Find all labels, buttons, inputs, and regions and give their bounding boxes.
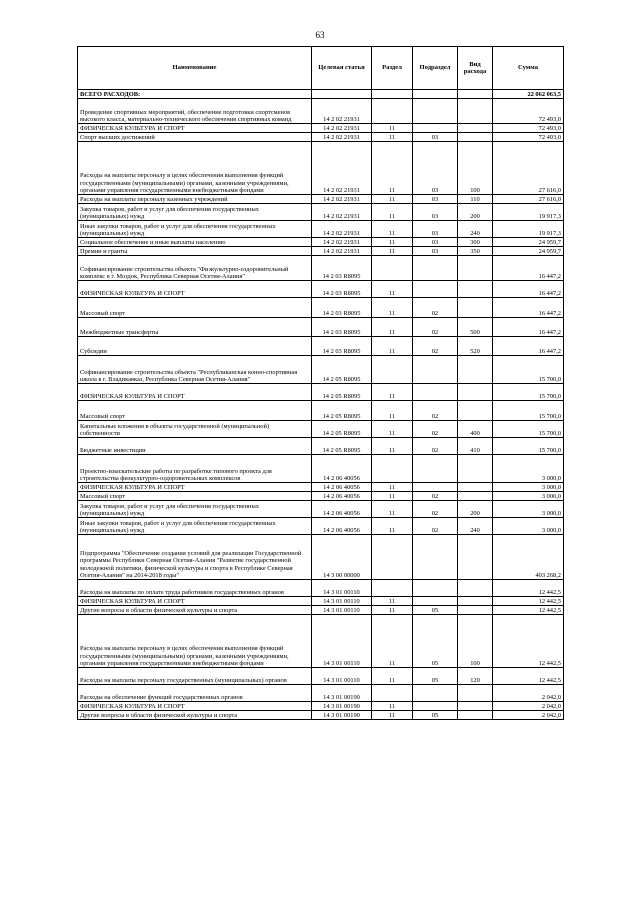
cell-subsection: 02 <box>413 421 458 438</box>
cell-section: 11 <box>372 606 413 615</box>
table-row <box>78 492 564 501</box>
cell-section <box>372 580 413 597</box>
cell-expense-type <box>458 384 493 401</box>
cell-expense-type: 350 <box>458 247 493 256</box>
table-row <box>78 597 564 606</box>
cell-target-article: 14 3 00 00000 <box>312 535 372 580</box>
table-row <box>78 501 564 518</box>
cell-expense-type <box>458 606 493 615</box>
cell-subsection: 05 <box>413 615 458 668</box>
cell-name: Иные закупки товаров, работ и услуг для обеспечения государственных (муниципальных) нужд <box>78 221 312 238</box>
cell-name: Подпрограмма "Обеспечение создания условий для реализации Государственной программы Республики Северная Осетия-Алания "Развитие государственной молодежной политики, физической культуры и спорта в Республике Северная Осетия-Алания" на 2014-2018 годы" <box>78 535 312 580</box>
cell-name: Спорт высших достижений <box>78 133 312 142</box>
cell-name: Расходы на выплаты персоналу в целях обеспечения выполнения функций государственными (муниципальными) органами, казенными учреждениями, органами управления государственными внебюджетными фондами <box>78 142 312 195</box>
cell-section: 11 <box>372 195 413 204</box>
cell-name: Проектно-изыскательские работы по разработке типового проекта для строительства физкультурно-оздоровительных комплексов <box>78 455 312 483</box>
cell-target-article: 14 2 05 R8095 <box>312 401 372 421</box>
cell-target-article: 14 2 03 R8095 <box>312 318 372 337</box>
cell-name: Проведение спортивных мероприятий, обеспечение подготовки спортсменов высокого класса, материально-технического обеспечения спортивных команд <box>78 99 312 124</box>
cell-sum: 19 917,3 <box>493 204 564 221</box>
cell-expense-type <box>458 597 493 606</box>
cell-expense-type <box>458 298 493 318</box>
cell-name: Другие вопросы в области физической культуры и спорта <box>78 606 312 615</box>
cell-section: 11 <box>372 702 413 711</box>
cell-sum: 3 000,0 <box>493 501 564 518</box>
cell-target-article: 14 2 02 21931 <box>312 142 372 195</box>
cell-name: Закупка товаров, работ и услуг для обеспечения государственных (муниципальных) нужд <box>78 204 312 221</box>
cell-section <box>372 256 413 281</box>
column-header-target: Целевая статья <box>312 47 372 90</box>
cell-subsection: 03 <box>413 142 458 195</box>
cell-target-article: 14 2 02 21931 <box>312 204 372 221</box>
cell-sum: 3 000,0 <box>493 518 564 535</box>
table-row <box>78 256 564 281</box>
cell-sum: 72 493,0 <box>493 99 564 124</box>
cell-subsection <box>413 99 458 124</box>
cell-expense-type <box>458 256 493 281</box>
cell-target-article: 14 2 02 21931 <box>312 99 372 124</box>
cell-sum: 2 042,0 <box>493 711 564 720</box>
cell-target-article: 14 3 01 00190 <box>312 702 372 711</box>
cell-sum: 2 042,0 <box>493 702 564 711</box>
cell-sum: 12 442,5 <box>493 580 564 597</box>
cell-subsection <box>413 702 458 711</box>
cell-sum: 24 959,7 <box>493 238 564 247</box>
cell-name: ФИЗИЧЕСКАЯ КУЛЬТУРА И СПОРТ <box>78 597 312 606</box>
cell-target-article: 14 2 02 21931 <box>312 238 372 247</box>
table-row <box>78 711 564 720</box>
cell-name: Массовый спорт <box>78 401 312 421</box>
cell-target-article: 14 2 02 21931 <box>312 133 372 142</box>
cell-target-article: 14 3 01 00110 <box>312 580 372 597</box>
cell-section <box>372 455 413 483</box>
cell-section: 11 <box>372 438 413 455</box>
cell-sum: 22 062 063,5 <box>493 90 564 99</box>
cell-target-article: 14 2 02 21931 <box>312 124 372 133</box>
cell-expense-type <box>458 124 493 133</box>
table-row <box>78 356 564 384</box>
cell-subsection: 03 <box>413 195 458 204</box>
cell-subsection: 03 <box>413 247 458 256</box>
cell-subsection <box>413 483 458 492</box>
cell-section: 11 <box>372 318 413 337</box>
cell-target-article: 14 2 03 R8095 <box>312 256 372 281</box>
table-header-row <box>78 47 564 90</box>
cell-sum: 16 447,2 <box>493 298 564 318</box>
table-body <box>78 90 564 720</box>
cell-subsection: 02 <box>413 492 458 501</box>
cell-sum: 27 616,0 <box>493 142 564 195</box>
table-row <box>78 195 564 204</box>
cell-target-article: 14 2 02 21931 <box>312 195 372 204</box>
cell-expense-type <box>458 281 493 298</box>
cell-name: Капитальные вложения в объекты государственной (муниципальной) собственности <box>78 421 312 438</box>
cell-section: 11 <box>372 247 413 256</box>
cell-subsection: 02 <box>413 337 458 356</box>
cell-sum: 27 616,0 <box>493 195 564 204</box>
cell-expense-type <box>458 492 493 501</box>
cell-target-article: 14 2 05 R8095 <box>312 356 372 384</box>
cell-section: 11 <box>372 615 413 668</box>
cell-section: 11 <box>372 221 413 238</box>
cell-sum: 12 442,5 <box>493 615 564 668</box>
cell-sum: 3 000,0 <box>493 455 564 483</box>
cell-section <box>372 535 413 580</box>
cell-name: Субсидии <box>78 337 312 356</box>
cell-section: 11 <box>372 597 413 606</box>
cell-expense-type <box>458 685 493 702</box>
cell-subsection: 02 <box>413 501 458 518</box>
table-row <box>78 455 564 483</box>
cell-section: 11 <box>372 483 413 492</box>
cell-expense-type: 520 <box>458 337 493 356</box>
cell-subsection: 05 <box>413 711 458 720</box>
cell-expense-type <box>458 90 493 99</box>
table-row <box>78 124 564 133</box>
cell-expense-type: 240 <box>458 518 493 535</box>
column-header-subsection: Подраздел <box>413 47 458 90</box>
cell-section: 11 <box>372 518 413 535</box>
table-row <box>78 535 564 580</box>
cell-expense-type: 100 <box>458 615 493 668</box>
cell-expense-type <box>458 133 493 142</box>
cell-expense-type: 500 <box>458 318 493 337</box>
table-row <box>78 99 564 124</box>
table-row <box>78 238 564 247</box>
cell-subsection: 03 <box>413 238 458 247</box>
cell-sum: 72 493,0 <box>493 124 564 133</box>
cell-subsection: 03 <box>413 133 458 142</box>
cell-sum: 16 447,2 <box>493 318 564 337</box>
column-header-sum: Сумма <box>493 47 564 90</box>
cell-subsection <box>413 535 458 580</box>
cell-subsection <box>413 597 458 606</box>
table-row <box>78 204 564 221</box>
cell-target-article: 14 2 06 40056 <box>312 518 372 535</box>
table-row <box>78 221 564 238</box>
cell-section: 11 <box>372 142 413 195</box>
cell-name: Межбюджетные трансферты <box>78 318 312 337</box>
cell-sum: 12 442,5 <box>493 668 564 685</box>
cell-expense-type <box>458 535 493 580</box>
cell-subsection: 03 <box>413 221 458 238</box>
cell-target-article: 14 3 01 00110 <box>312 597 372 606</box>
cell-name: ФИЗИЧЕСКАЯ КУЛЬТУРА И СПОРТ <box>78 124 312 133</box>
cell-section: 11 <box>372 133 413 142</box>
column-header-name: Наименование <box>78 47 312 90</box>
cell-sum: 24 959,7 <box>493 247 564 256</box>
cell-section: 11 <box>372 384 413 401</box>
table-row <box>78 133 564 142</box>
cell-subsection <box>413 281 458 298</box>
cell-section: 11 <box>372 124 413 133</box>
cell-sum: 403 268,2 <box>493 535 564 580</box>
cell-expense-type <box>458 99 493 124</box>
cell-expense-type: 100 <box>458 142 493 195</box>
cell-name: Расходы на выплаты персоналу в целях обеспечения выполнения функций государственными (муниципальными) органами, казенными учреждениями, органами управления государственными внебюджетными фондами <box>78 615 312 668</box>
cell-name: Бюджетные инвестиции <box>78 438 312 455</box>
cell-expense-type: 400 <box>458 421 493 438</box>
table-row <box>78 615 564 668</box>
cell-name: Премии и гранты <box>78 247 312 256</box>
table-row <box>78 142 564 195</box>
cell-section <box>372 90 413 99</box>
cell-name: Софинансирование строительства объекта "Республиканская конно-спортивная школа в г. Владикавказ, Республика Северная Осетия-Алания" <box>78 356 312 384</box>
cell-name: Массовый спорт <box>78 298 312 318</box>
cell-target-article: 14 3 01 00110 <box>312 606 372 615</box>
cell-target-article: 14 2 03 R8095 <box>312 281 372 298</box>
cell-subsection <box>413 455 458 483</box>
cell-section: 11 <box>372 668 413 685</box>
cell-target-article: 14 3 01 00110 <box>312 668 372 685</box>
table-row <box>78 580 564 597</box>
cell-name: Другие вопросы в области физической культуры и спорта <box>78 711 312 720</box>
cell-target-article <box>312 90 372 99</box>
cell-expense-type <box>458 702 493 711</box>
cell-subsection <box>413 580 458 597</box>
table-row <box>78 438 564 455</box>
cell-subsection: 03 <box>413 204 458 221</box>
cell-name: ВСЕГО РАСХОДОВ: <box>78 90 312 99</box>
cell-section: 11 <box>372 501 413 518</box>
cell-name: Расходы на выплаты по оплате труда работников государственных органов <box>78 580 312 597</box>
cell-subsection: 02 <box>413 318 458 337</box>
cell-sum: 12 442,5 <box>493 606 564 615</box>
cell-expense-type: 300 <box>458 238 493 247</box>
cell-section: 11 <box>372 298 413 318</box>
table-row <box>78 518 564 535</box>
cell-name: Иные закупки товаров, работ и услуг для обеспечения государственных (муниципальных) нужд <box>78 518 312 535</box>
cell-target-article: 14 2 06 40056 <box>312 492 372 501</box>
cell-name: Софинансирование строительства объекта "Физкультурно-оздоровительный комплекс в г. Моздок, Республика Северная Осетия-Алания" <box>78 256 312 281</box>
cell-sum: 15 700,0 <box>493 438 564 455</box>
table-row <box>78 298 564 318</box>
cell-name: Расходы на выплаты персоналу государственных (муниципальных) органов <box>78 668 312 685</box>
cell-target-article: 14 2 06 40056 <box>312 455 372 483</box>
cell-sum: 19 917,3 <box>493 221 564 238</box>
cell-sum: 12 442,5 <box>493 597 564 606</box>
cell-sum: 3 000,0 <box>493 492 564 501</box>
cell-section: 11 <box>372 204 413 221</box>
cell-target-article: 14 2 06 40056 <box>312 483 372 492</box>
cell-subsection: 02 <box>413 438 458 455</box>
cell-target-article: 14 2 02 21931 <box>312 221 372 238</box>
cell-subsection: 05 <box>413 668 458 685</box>
cell-subsection <box>413 256 458 281</box>
cell-expense-type: 120 <box>458 668 493 685</box>
cell-expense-type <box>458 356 493 384</box>
table-row <box>78 247 564 256</box>
budget-table <box>77 46 564 720</box>
cell-expense-type <box>458 401 493 421</box>
cell-target-article: 14 3 01 00110 <box>312 615 372 668</box>
cell-target-article: 14 2 03 R8095 <box>312 337 372 356</box>
table-row <box>78 384 564 401</box>
cell-section: 11 <box>372 492 413 501</box>
table-row <box>78 668 564 685</box>
table-row <box>78 685 564 702</box>
table-row <box>78 421 564 438</box>
cell-sum: 15 700,0 <box>493 356 564 384</box>
column-header-section: Раздел <box>372 47 413 90</box>
column-header-expense-type: Вид расхода <box>458 47 493 90</box>
cell-name: ФИЗИЧЕСКАЯ КУЛЬТУРА И СПОРТ <box>78 702 312 711</box>
cell-target-article: 14 2 05 R8095 <box>312 421 372 438</box>
cell-subsection <box>413 685 458 702</box>
cell-name: ФИЗИЧЕСКАЯ КУЛЬТУРА И СПОРТ <box>78 281 312 298</box>
cell-target-article: 14 3 01 00190 <box>312 685 372 702</box>
cell-name: ФИЗИЧЕСКАЯ КУЛЬТУРА И СПОРТ <box>78 384 312 401</box>
table-row <box>78 483 564 492</box>
cell-expense-type <box>458 711 493 720</box>
cell-subsection: 02 <box>413 518 458 535</box>
cell-name: Социальное обеспечение и иные выплаты населению <box>78 238 312 247</box>
cell-sum: 15 700,0 <box>493 384 564 401</box>
table-row <box>78 702 564 711</box>
cell-section <box>372 356 413 384</box>
cell-expense-type: 240 <box>458 221 493 238</box>
cell-name: Расходы на выплаты персоналу казенных учреждений <box>78 195 312 204</box>
cell-subsection <box>413 356 458 384</box>
cell-sum: 16 447,2 <box>493 256 564 281</box>
table-row <box>78 606 564 615</box>
cell-subsection: 02 <box>413 401 458 421</box>
cell-subsection <box>413 384 458 401</box>
cell-sum: 15 700,0 <box>493 421 564 438</box>
table-row <box>78 337 564 356</box>
cell-sum: 16 447,2 <box>493 281 564 298</box>
cell-subsection <box>413 90 458 99</box>
cell-section: 11 <box>372 281 413 298</box>
cell-name: ФИЗИЧЕСКАЯ КУЛЬТУРА И СПОРТ <box>78 483 312 492</box>
cell-sum: 16 447,2 <box>493 337 564 356</box>
table-row <box>78 318 564 337</box>
cell-expense-type: 200 <box>458 501 493 518</box>
cell-expense-type <box>458 483 493 492</box>
cell-section: 11 <box>372 711 413 720</box>
cell-section <box>372 99 413 124</box>
cell-expense-type: 110 <box>458 195 493 204</box>
cell-section: 11 <box>372 401 413 421</box>
cell-expense-type <box>458 455 493 483</box>
cell-sum: 15 700,0 <box>493 401 564 421</box>
cell-target-article: 14 2 05 R8095 <box>312 384 372 401</box>
cell-name: Массовый спорт <box>78 492 312 501</box>
cell-section: 11 <box>372 421 413 438</box>
cell-target-article: 14 2 02 21931 <box>312 247 372 256</box>
table-row <box>78 90 564 99</box>
cell-expense-type: 410 <box>458 438 493 455</box>
cell-expense-type <box>458 580 493 597</box>
table-row <box>78 281 564 298</box>
cell-subsection <box>413 124 458 133</box>
cell-expense-type: 200 <box>458 204 493 221</box>
cell-subsection: 02 <box>413 298 458 318</box>
cell-name: Расходы на обеспечение функций государственных органов <box>78 685 312 702</box>
cell-section <box>372 685 413 702</box>
cell-sum: 3 000,0 <box>493 483 564 492</box>
table-row <box>78 401 564 421</box>
cell-section: 11 <box>372 337 413 356</box>
cell-target-article: 14 2 05 R8095 <box>312 438 372 455</box>
cell-target-article: 14 2 06 40056 <box>312 501 372 518</box>
cell-sum: 72 493,0 <box>493 133 564 142</box>
page-number: 63 <box>315 30 325 40</box>
cell-target-article: 14 2 03 R8095 <box>312 298 372 318</box>
cell-target-article: 14 3 01 00190 <box>312 711 372 720</box>
cell-name: Закупка товаров, работ и услуг для обеспечения государственных (муниципальных) нужд <box>78 501 312 518</box>
cell-subsection: 05 <box>413 606 458 615</box>
cell-sum: 2 042,0 <box>493 685 564 702</box>
cell-section: 11 <box>372 238 413 247</box>
